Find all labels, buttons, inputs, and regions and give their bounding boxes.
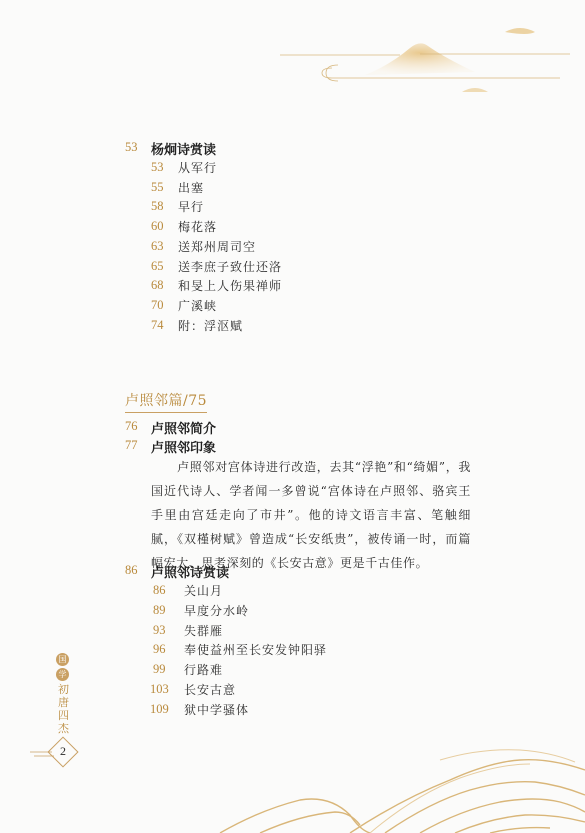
toc-item[interactable]: 出塞: [178, 181, 205, 195]
toc-page: 55: [151, 180, 164, 194]
toc-page: 60: [151, 219, 164, 233]
toc-page: 109: [150, 702, 169, 716]
toc-item[interactable]: 和旻上人伤果禅师: [178, 279, 283, 293]
toc-page: 86: [153, 583, 166, 597]
toc-page: 93: [153, 623, 166, 637]
section-title[interactable]: 卢照邻篇/75: [125, 390, 207, 413]
toc-head-page: 53: [125, 140, 138, 154]
toc-item[interactable]: 送李庶子致仕还洛: [178, 260, 283, 274]
toc-item[interactable]: 关山月: [184, 584, 224, 598]
page-number: 2: [60, 744, 66, 758]
toc-item[interactable]: 早度分水岭: [184, 604, 250, 618]
toc-page: 70: [151, 298, 164, 312]
toc-item[interactable]: 狱中学骚体: [184, 703, 250, 717]
toc-item[interactable]: 从军行: [178, 161, 218, 175]
toc-page: 63: [151, 239, 164, 253]
toc-item[interactable]: 奉使益州至长安发钟阳驿: [184, 643, 328, 657]
toc-page: 65: [151, 259, 164, 273]
summary-text: 卢照邻对宫体诗进行改造，去其“浮艳”和“绮媚”，我国近代诗人、学者闻一多曾说“宫体诗在卢照邻、骆宾王手里由宫廷走向了市井”。他的诗文语言丰富、笔触细腻，《双槿树赋》曾造成“长安纸贵”，被传诵一时，而篇幅宏大、思考深刻的《长安古意》更是千古佳作。: [151, 460, 471, 570]
toc-item[interactable]: 行路难: [184, 663, 224, 677]
side-badge: 学: [56, 668, 69, 681]
mountain-decoration-top-icon: [270, 20, 585, 110]
toc-page: 74: [151, 318, 164, 332]
toc-item[interactable]: 梅花落: [178, 220, 218, 234]
toc-head-page: 86: [125, 563, 138, 577]
toc-page: 68: [151, 278, 164, 292]
wave-decoration-bottom-icon: [200, 740, 585, 833]
toc-item[interactable]: 广溪峡: [178, 299, 218, 313]
toc-head-title[interactable]: 卢照邻简介: [151, 422, 217, 437]
toc-item[interactable]: 附：浮沤赋: [178, 319, 244, 333]
toc-item[interactable]: 送郑州周司空: [178, 240, 257, 254]
toc-item[interactable]: 长安古意: [184, 683, 237, 697]
toc-head-title[interactable]: 卢照邻印象: [151, 441, 217, 456]
running-book-title: 初唐四杰: [58, 683, 69, 735]
toc-page: 103: [150, 682, 169, 696]
toc-head-title[interactable]: 杨炯诗赏读: [151, 143, 217, 158]
toc-head-title[interactable]: 卢照邻诗赏读: [151, 566, 230, 581]
toc-page: 99: [153, 662, 166, 676]
side-badge: 国: [56, 653, 69, 666]
toc-page: 89: [153, 603, 166, 617]
toc-head-page: 76: [125, 419, 138, 433]
toc-page: 53: [151, 160, 164, 174]
toc-page: 58: [151, 199, 164, 213]
toc-item[interactable]: 早行: [178, 200, 205, 214]
side-badges: [56, 653, 70, 683]
toc-page: 96: [153, 642, 166, 656]
toc-item[interactable]: 失群雁: [184, 624, 224, 638]
toc-head-page: 77: [125, 438, 138, 452]
summary-paragraph: [151, 455, 471, 575]
